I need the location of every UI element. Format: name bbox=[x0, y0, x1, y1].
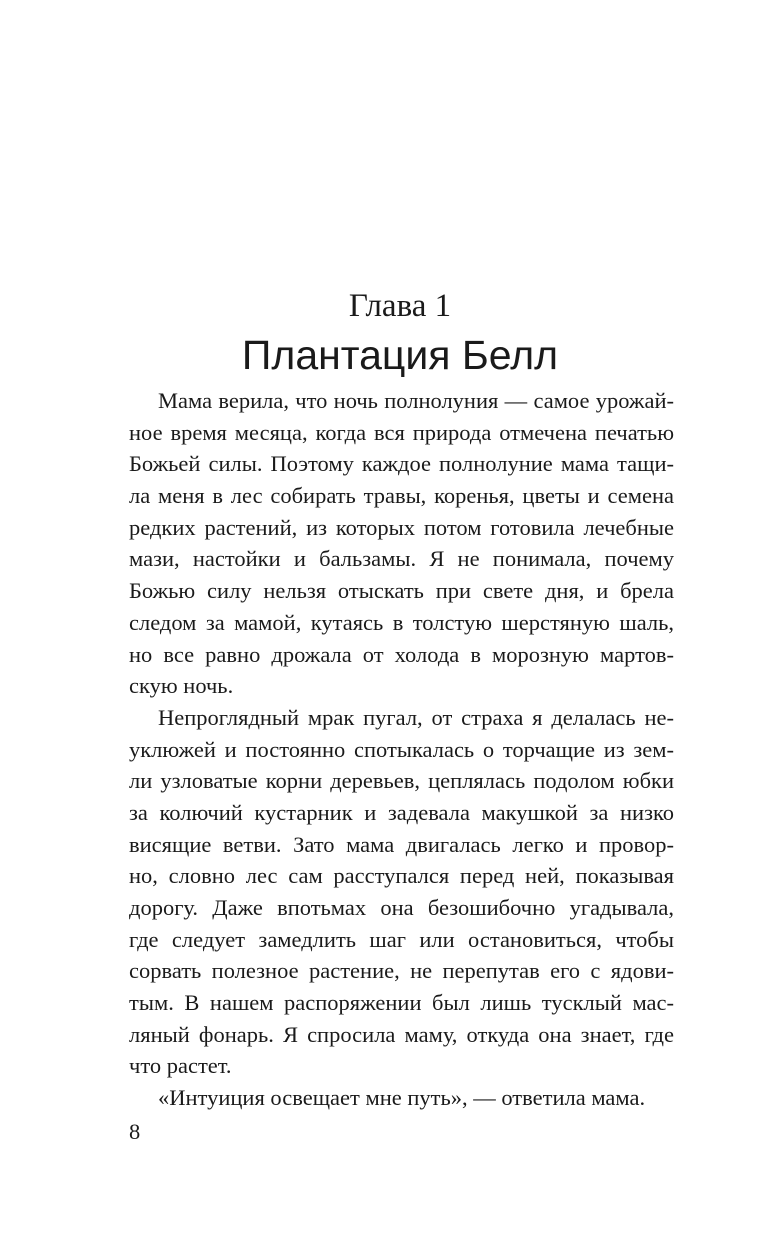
text-line: но, словно лес сам расступался перед ней, показывая bbox=[129, 863, 674, 889]
text-line: висящие ветви. Зато мама двигалась легко и провор- bbox=[129, 831, 674, 857]
text-line: редких растений, из которых потом готовила лечебные bbox=[129, 514, 674, 540]
text-line: Божью силу нельзя отыскать при свете дня, и брела bbox=[129, 578, 674, 604]
text-line: но все равно дрожала от холода в морозную мартов- bbox=[129, 641, 674, 667]
text-line: ла меня в лес собирать травы, коренья, цветы и семена bbox=[129, 483, 674, 509]
text-line: мази, настойки и бальзамы. Я не понимала, почему bbox=[129, 546, 674, 572]
text-line: Непроглядный мрак пугал, от страха я делалась не- bbox=[158, 704, 674, 730]
text-line: Мама верила, что ночь полнолуния — самое урожай- bbox=[158, 388, 674, 413]
text-line: тым. В нашем распоряжении был лишь тусклый мас- bbox=[129, 990, 674, 1016]
text-line: «Интуиция освещает мне путь», — ответила мама. bbox=[158, 1085, 646, 1111]
text-line: Божьей силы. Поэтому каждое полнолуние мама тащи- bbox=[129, 451, 674, 477]
text-line: скую ночь. bbox=[129, 673, 234, 699]
text-line: где следует замедлить шаг или остановиться, чтобы bbox=[129, 926, 674, 952]
text-line: уклюжей и постоянно спотыкалась о торчащие из зем- bbox=[129, 736, 674, 762]
text-line: что растет. bbox=[129, 1053, 232, 1079]
chapter-body bbox=[129, 385, 674, 1114]
chapter-title: Плантация Белл bbox=[241, 332, 559, 378]
text-line: ли узловатые корни деревьев, цеплялась подолом юбки bbox=[129, 768, 674, 794]
paragraph-3 bbox=[129, 1082, 674, 1114]
paragraph-2 bbox=[129, 702, 674, 1082]
text-line: ляный фонарь. Я спросила маму, откуда она знает, где bbox=[129, 1021, 674, 1047]
text-line: за колючий кустарник и задевала макушкой за низко bbox=[129, 799, 674, 825]
text-line: сорвать полезное растение, не перепутав его с ядови- bbox=[129, 958, 674, 984]
text-line: ное время месяца, когда вся природа отмечена печатью bbox=[129, 419, 674, 445]
page-number: 8 bbox=[129, 1119, 141, 1144]
paragraph-1 bbox=[129, 385, 674, 702]
chapter-label: Глава 1 bbox=[348, 288, 452, 324]
text-line: дорогу. Даже впотьмах она безошибочно угадывала, bbox=[129, 895, 674, 920]
text-line: следом за мамой, кутаясь в толстую шерстяную шаль, bbox=[129, 609, 674, 635]
